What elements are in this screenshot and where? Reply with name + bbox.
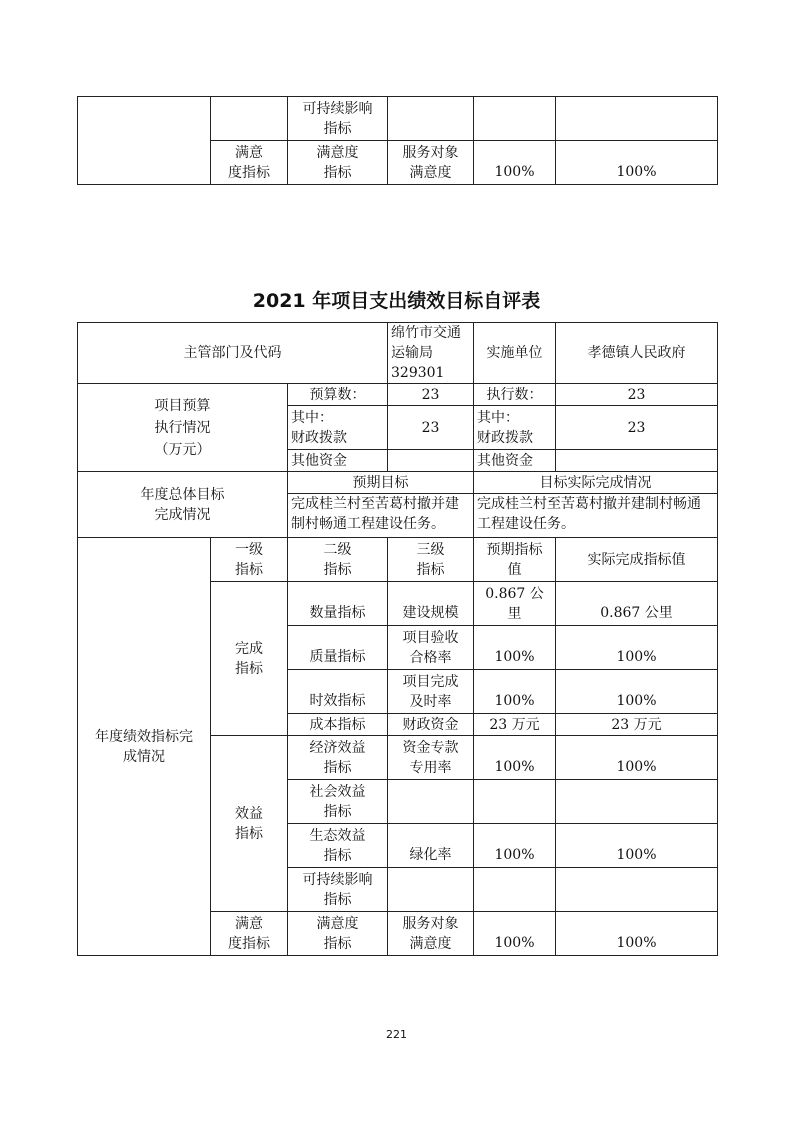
page-number: 221: [386, 1028, 407, 1041]
blank-cell: [211, 97, 288, 141]
actual-cell: 100%: [556, 141, 718, 185]
level2-cell: 时效指标: [288, 670, 388, 714]
other-funds-exec-label: 其他资金: [474, 450, 556, 472]
actual-cell: 100%: [556, 626, 718, 670]
level3-cell: [388, 780, 474, 824]
level3-cell: [388, 868, 474, 912]
level3-cell: [388, 97, 474, 141]
expected-cell: 23 万元: [474, 714, 556, 736]
level2-cell: 经济效益 指标: [288, 736, 388, 780]
level3-cell: 建设规模: [388, 582, 474, 626]
actual-cell: [556, 780, 718, 824]
level2-cell: 数量指标: [288, 582, 388, 626]
actual-cell: 100%: [556, 824, 718, 868]
actual-cell: 0.867 公里: [556, 582, 718, 626]
actual-goal-text: 完成桂兰村至苦葛村撤并建制村畅通工程建设任务。: [474, 494, 718, 538]
continuation-table: [77, 96, 718, 185]
level2-cell: 社会效益 指标: [288, 780, 388, 824]
of-which-label: 其中： 财政拨款: [288, 406, 388, 450]
level2-cell: 质量指标: [288, 626, 388, 670]
expected-goal-text: 完成桂兰村至苦葛村撤并建制村畅通工程建设任务。: [288, 494, 474, 538]
level1-cell: 满意 度指标: [211, 141, 288, 185]
level2-cell: 生态效益 指标: [288, 824, 388, 868]
performance-table: [77, 322, 718, 956]
actual-cell: [556, 868, 718, 912]
expected-cell: 100%: [474, 626, 556, 670]
annual-goal-label: 年度总体目标 完成情况: [78, 472, 288, 538]
header-expected: 预期指标 值: [474, 538, 556, 582]
other-funds-budget: [388, 450, 474, 472]
budget-num-label: 预算数：: [288, 384, 388, 406]
exec-num-label: 执行数：: [474, 384, 556, 406]
dept-value: 绵竹市交通运输局 329301: [388, 323, 474, 384]
actual-cell: 100%: [556, 912, 718, 956]
level3-cell: 服务对象 满意度: [388, 912, 474, 956]
header-level2: 二级 指标: [288, 538, 388, 582]
page-title: 2021 年项目支出绩效目标自评表: [252, 290, 541, 312]
header-level1: 一级 指标: [211, 538, 288, 582]
level3-cell: 绿化率: [388, 824, 474, 868]
expected-cell: 100%: [474, 824, 556, 868]
expected-cell: [474, 780, 556, 824]
exec-num: 23: [556, 384, 718, 406]
other-funds-label: 其他资金: [288, 450, 388, 472]
level3-cell: 项目完成 及时率: [388, 670, 474, 714]
expected-cell: [474, 97, 556, 141]
perf-label: 年度绩效指标完 成情况: [78, 538, 211, 956]
header-level3: 三级 指标: [388, 538, 474, 582]
actual-cell: 23 万元: [556, 714, 718, 736]
impl-value: 孝德镇人民政府: [556, 323, 718, 384]
level3-cell: 资金专款 专用率: [388, 736, 474, 780]
level3-cell: 项目验收 合格率: [388, 626, 474, 670]
level3-cell: 服务对象 满意度: [388, 141, 474, 185]
level2-cell: 满意度 指标: [288, 141, 388, 185]
expected-cell: 100%: [474, 141, 556, 185]
actual-cell: 100%: [556, 736, 718, 780]
actual-cell: 100%: [556, 670, 718, 714]
expected-cell: 100%: [474, 912, 556, 956]
of-which-exec-label: 其中： 财政拨款: [474, 406, 556, 450]
impl-label: 实施单位: [474, 323, 556, 384]
expected-cell: 100%: [474, 670, 556, 714]
expected-cell: [474, 868, 556, 912]
level1-satisfaction: 满意 度指标: [211, 912, 288, 956]
actual-cell: [556, 97, 718, 141]
other-funds-exec: [556, 450, 718, 472]
expected-cell: 0.867 公 里: [474, 582, 556, 626]
header-actual: 实际完成指标值: [556, 538, 718, 582]
level2-cell: 成本指标: [288, 714, 388, 736]
level1-complete: 完成 指标: [211, 582, 288, 736]
expected-cell: 100%: [474, 736, 556, 780]
budget-num: 23: [388, 384, 474, 406]
of-which-budget: 23: [388, 406, 474, 450]
budget-label: 项目预算 执行情况 （万元）: [78, 384, 288, 472]
level2-cell: 可持续影响 指标: [288, 97, 388, 141]
expected-goal-label: 预期目标: [288, 472, 474, 494]
actual-goal-label: 目标实际完成情况: [474, 472, 718, 494]
level2-cell: 可持续影响 指标: [288, 868, 388, 912]
blank-cell: [78, 97, 211, 185]
level2-cell: 满意度 指标: [288, 912, 388, 956]
dept-label: 主管部门及代码: [78, 323, 388, 384]
of-which-exec: 23: [556, 406, 718, 450]
level3-cell: 财政资金: [388, 714, 474, 736]
level1-benefit: 效益 指标: [211, 736, 288, 912]
